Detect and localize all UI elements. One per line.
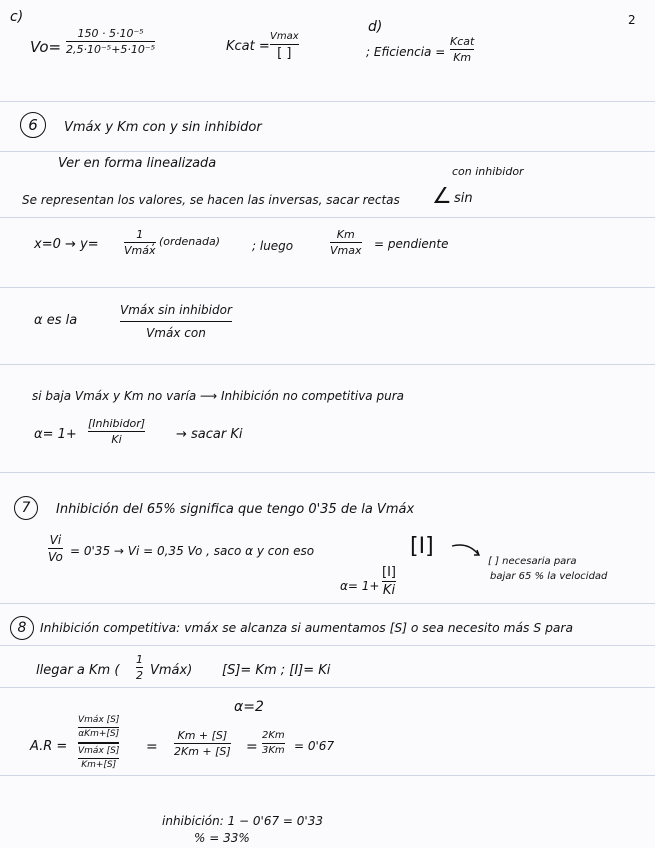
efficiency-fraction: [450, 36, 474, 63]
ruled-line: [0, 603, 655, 604]
s6-sacar-ki: → sacar Ki: [176, 427, 243, 442]
vo-denominator: 2,5·10⁻⁵+5·10⁻⁵: [66, 43, 156, 57]
s8-alpha-value: α=2: [234, 699, 264, 715]
efficiency-denominator: Km: [453, 51, 472, 65]
s8-inhibicion: inhibición: 1 − 0'67 = 0'33: [162, 814, 323, 828]
angle-symbol: ∠: [432, 184, 452, 209]
s8-f3-denominator: 3Km: [262, 745, 285, 757]
s7-alpha-denominator: Ki: [382, 583, 396, 599]
s6-eq-fraction: [124, 229, 156, 256]
fraction-bar: [330, 242, 362, 243]
fraction-bar: [78, 727, 119, 728]
s7-vo: Vo: [48, 550, 63, 565]
ruled-line: [0, 217, 655, 218]
s8-percent: % = 33%: [194, 831, 250, 845]
branch-con-inhibidor: con inhibidor: [452, 165, 524, 178]
s8-line2-start: llegar a Km (: [36, 663, 120, 678]
kcat-numerator: Vmax: [270, 31, 299, 42]
s6-slope-fraction: [330, 229, 362, 256]
s7-bracket-i: [I]: [410, 534, 434, 559]
s7-note-line2: bajar 65 % la velocidad: [490, 571, 608, 582]
s6-pendiente: = pendiente: [374, 237, 449, 251]
s8-half-fraction: [136, 654, 143, 681]
s8-half-denominator: 2: [136, 669, 143, 683]
s8-third-fraction: [262, 731, 285, 756]
fraction-bar: [88, 431, 145, 432]
s6-alpha-fraction: [120, 304, 232, 339]
s8-s-equals-km: [S]= Km ; [I]= Ki: [222, 663, 331, 678]
s8-f2-denominator: 2Km + [S]: [174, 745, 231, 759]
s6-alpha-numerator: Vmáx sin inhibidor: [120, 303, 232, 317]
s7-note-line1: [ ] necesaria para: [488, 556, 577, 567]
ruled-line: [0, 775, 655, 776]
fraction-bar: [136, 667, 143, 668]
s6-line-linealizada: Ver en forma linealizada: [58, 156, 217, 171]
fraction-bar: [78, 758, 119, 759]
s7-alpha-numerator: [I]: [382, 565, 396, 580]
section-7-number: 7: [14, 496, 38, 520]
fraction-bar: [174, 743, 231, 744]
efficiency-lhs: ; Eficiencia =: [366, 45, 446, 59]
section-6-number: 6: [20, 112, 46, 138]
ruled-line: [0, 687, 655, 688]
s6-eq-numerator: 1: [136, 228, 144, 241]
efficiency-numerator: Kcat: [450, 35, 475, 48]
s8-f2-numerator: Km + [S]: [177, 729, 228, 742]
fraction-bar: [124, 242, 156, 243]
s7-alpha-lhs: α= 1+: [340, 579, 380, 593]
part-d-label: d): [368, 19, 383, 35]
fraction-bar: [66, 41, 155, 42]
part-c-label: c): [10, 9, 24, 25]
s7-vi-vo-fraction: [48, 534, 63, 563]
kcat-lhs: Kcat =: [226, 39, 270, 54]
s6-alpha2-lhs: α= 1+: [34, 427, 77, 442]
s6-ordenada-note: , (ordenada): [152, 235, 221, 248]
curved-arrow-icon: [450, 540, 490, 566]
vo-fraction: [66, 28, 155, 55]
s8-line1: Inhibición competitiva: vmáx se alcanza si aumentamos [S] o sea necesito más S para: [40, 621, 573, 635]
ruled-line: [0, 364, 655, 365]
kcat-denominator: [ ]: [277, 46, 292, 62]
s6-alpha2-denominator: Ki: [111, 433, 122, 447]
s6-si-baja: si baja Vmáx y Km no varía ⟶ Inhibición no competitiva pura: [32, 389, 404, 403]
s6-eq-denominator: Vmáx: [124, 244, 156, 258]
s6-alpha-denominator: Vmáx con: [146, 326, 206, 341]
ruled-line: [0, 472, 655, 473]
s6-luego: ; luego: [252, 239, 294, 253]
s8-ar-fraction: [78, 716, 119, 770]
s6-alpha-lhs: α es la: [34, 313, 78, 328]
s8-result: = 0'67: [294, 739, 335, 753]
s6-eq-lhs: x=0 → y=: [34, 237, 99, 252]
kcat-fraction: [270, 32, 299, 60]
s6-slope-denominator: Vmax: [330, 244, 362, 258]
s6-alpha2-numerator: [Inhibidor]: [88, 417, 146, 430]
ruled-line: [0, 151, 655, 152]
page-number: 2: [628, 13, 636, 27]
s8-line2-vmax: Vmáx): [150, 663, 193, 678]
branch-sin: sin: [454, 191, 473, 206]
fraction-bar: [270, 44, 299, 45]
s8-ar-den-den: Km+[S]: [81, 760, 117, 771]
ruled-line: [0, 287, 655, 288]
s8-second-fraction: [174, 730, 231, 757]
vo-numerator: 150 · 5·10⁻⁵: [77, 27, 144, 40]
ruled-line: [0, 101, 655, 102]
s8-half-numerator: 1: [136, 653, 143, 666]
ruled-line: [0, 645, 655, 646]
s8-ar-lhs: A.R =: [30, 739, 68, 754]
fraction-bar: [120, 321, 232, 322]
fraction-bar: [450, 49, 474, 50]
s8-equals-1: =: [146, 739, 158, 755]
section-6-title: Vmáx y Km con y sin inhibidor: [64, 120, 262, 135]
s6-slope-numerator: Km: [336, 228, 355, 241]
section-7-title: Inhibición del 65% significa que tengo 0'35 de la Vmáx: [56, 502, 415, 517]
s8-ar-num-num: Vmáx [S]: [78, 715, 120, 725]
fraction-bar: [382, 581, 396, 582]
s7-alpha-fraction: [382, 566, 396, 597]
s8-equals-2: =: [246, 739, 258, 755]
s8-f3-numerator: 2Km: [262, 730, 285, 741]
s8-ar-den-num: Vmáx [S]: [78, 745, 120, 756]
main-fraction-bar: [78, 742, 119, 744]
fraction-bar: [262, 743, 285, 744]
s7-vi: Vi: [49, 533, 62, 547]
section-8-number: 8: [10, 616, 34, 640]
s8-ar-num-den: αKm+[S]: [78, 729, 120, 740]
s7-line: = 0'35 → Vi = 0,35 Vo , saco α y con eso: [70, 544, 315, 558]
s6-line-representan: Se representan los valores, se hacen las inversas, sacar rectas: [22, 193, 400, 207]
s6-alpha2-fraction: [88, 418, 145, 445]
fraction-bar: [48, 548, 63, 549]
vo-lhs: Vo=: [30, 38, 62, 56]
